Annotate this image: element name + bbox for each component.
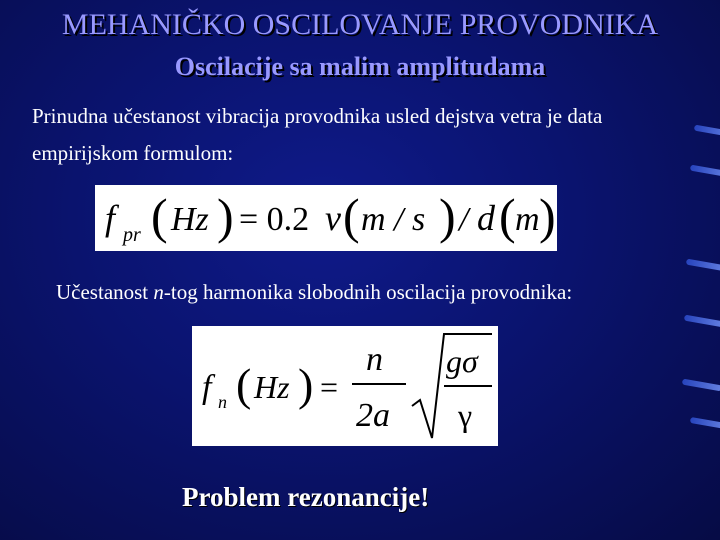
formula-symbol-f: f [105,198,116,238]
formula-symbol-d: d [477,198,495,238]
formula-equals: = [320,369,339,405]
closing-statement: Problem rezonancije! [182,482,430,512]
paren-close: ) [539,188,556,244]
paren-open: ( [499,188,516,244]
decorative-dash [694,125,720,138]
formula-harmonic-frequency [192,326,498,446]
decorative-dash [682,379,720,392]
decorative-dash [686,259,720,272]
decorative-dash [690,417,720,429]
formula-sqrt-denominator: γ [458,397,473,433]
harmonic-caption-pre: Učestanost [56,280,154,304]
formula-unit-hz: Hz [171,201,209,238]
formula-unit-hz: Hz [254,369,290,405]
formula-symbol-v: v [325,198,341,238]
formula-symbol-f: f [202,369,212,406]
paren-close: ) [217,188,234,244]
paren-close: ) [298,359,314,410]
formula-unit-ms: m / s [361,201,426,238]
formula-equals-coef: = 0.2 [239,201,310,238]
slide-title: MEHANIČKO OSCILOVANJE PROVODNIKA [61,8,659,41]
slide-subtitle: Oscilacije sa malim amplitudama [174,52,546,81]
formula-unit-m: m [515,201,540,238]
formula-forced-frequency [95,185,557,251]
paren-close: ) [439,188,456,244]
paren-open: ( [236,359,252,410]
harmonic-caption [56,280,572,305]
decorative-dash [684,315,720,328]
formula-numerator-n: n [366,341,383,378]
formula-slash: / [459,201,469,238]
formula-sqrt-numerator: gσ [446,343,478,379]
intro-paragraph: Prinudna učestanost vibracija provodnika usled dejstva vetra je data empirijskom formulom: [32,104,603,165]
formula-subscript-n: n [218,392,227,412]
formula-subscript-pr: pr [123,224,141,246]
formula-denominator-2a: 2a [356,397,390,434]
harmonic-caption-post: -tog harmonika slobodnih oscilacija provodnika: [163,280,573,304]
paren-open: ( [151,188,168,244]
harmonic-caption-n: n [153,280,164,304]
paren-open: ( [343,188,360,244]
